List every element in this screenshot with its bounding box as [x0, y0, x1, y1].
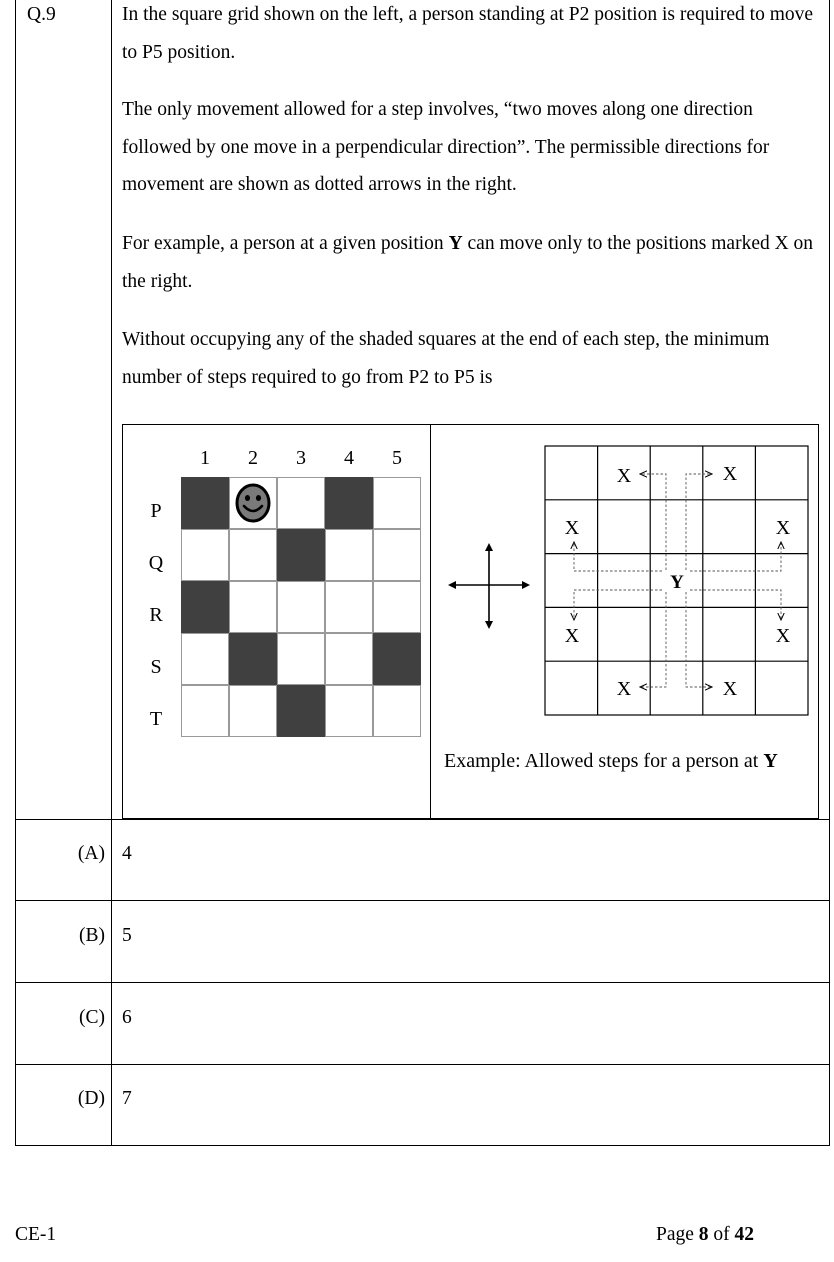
grid-cell-s3	[277, 633, 325, 685]
grid-cell-t2	[229, 685, 277, 737]
grid-cell-q2	[229, 529, 277, 581]
column-label-5: 5	[392, 447, 402, 469]
grid-cell-q4	[325, 529, 373, 581]
row-label-q: Q	[148, 552, 164, 574]
grid-cell-r1	[181, 581, 229, 633]
grid-cell-p1	[181, 477, 229, 529]
mark-x-left-lower: X	[564, 625, 580, 647]
grid-cell-p3	[277, 477, 325, 529]
row-divider-b	[15, 900, 830, 901]
row-label-s: S	[150, 656, 162, 678]
example-move-grid	[540, 440, 816, 724]
question-paragraph-1: In the square grid shown on the left, a person standing at P2 position is required to move to P5 position.	[122, 4, 814, 63]
question-number: Q.9	[27, 4, 56, 25]
smiley-face-icon	[235, 483, 271, 523]
direction-arrows-icon	[444, 540, 534, 632]
table-bottom-border	[15, 1145, 830, 1146]
page-prefix: Page	[656, 1224, 699, 1245]
grid-cell-s1	[181, 633, 229, 685]
page-of: of	[708, 1224, 735, 1245]
option-b-value: 5	[122, 925, 132, 946]
mark-x-top-left: X	[616, 465, 632, 487]
grid-cell-t1	[181, 685, 229, 737]
column-label-3: 3	[296, 447, 306, 469]
option-d-label[interactable]: (D)	[77, 1088, 105, 1109]
row-label-t: T	[149, 708, 163, 730]
option-d-value: 7	[122, 1088, 132, 1109]
table-left-border	[15, 0, 16, 1146]
grid-cell-s5	[373, 633, 421, 685]
grid-cell-p4	[325, 477, 373, 529]
grid-cell-r2	[229, 581, 277, 633]
caption-bold: Y	[763, 750, 778, 772]
mark-x-bottom-left: X	[616, 678, 632, 700]
row-divider-c	[15, 982, 830, 983]
mark-x-top-right: X	[722, 463, 738, 485]
example-caption	[444, 750, 778, 773]
grid-cell-s4	[325, 633, 373, 685]
figure-divider	[430, 424, 431, 819]
caption-text: Example: Allowed steps for a person at	[444, 750, 764, 772]
grid-cell-q5	[373, 529, 421, 581]
column-label-1: 1	[200, 447, 210, 469]
option-b-label[interactable]: (B)	[79, 925, 105, 946]
option-a-value: 4	[122, 843, 132, 864]
grid-cell-t5	[373, 685, 421, 737]
example-text-lead: For example, a person at a given position	[122, 233, 449, 254]
paper-code: CE-1	[15, 1224, 57, 1245]
grid-cell-r4	[325, 581, 373, 633]
mark-x-bottom-right: X	[722, 678, 738, 700]
page-total: 42	[734, 1224, 755, 1245]
row-label-p: P	[150, 500, 162, 522]
row-divider-a	[15, 819, 830, 820]
option-c-label[interactable]: (C)	[79, 1007, 105, 1028]
page-indicator	[656, 1224, 754, 1246]
example-text-tail: can move only to the positions marked X on the right.	[122, 233, 814, 292]
row-label-r: R	[149, 604, 163, 626]
grid-cell-q1	[181, 529, 229, 581]
row-divider-d	[15, 1064, 830, 1065]
option-c-value: 6	[122, 1007, 132, 1028]
question-paragraph-3	[122, 225, 822, 300]
table-right-border	[829, 0, 830, 1146]
grid-cell-r3	[277, 581, 325, 633]
mark-y-center: Y	[670, 572, 684, 593]
mark-x-left-upper: X	[564, 517, 580, 539]
option-a-label[interactable]: (A)	[77, 843, 105, 864]
grid-cell-p5	[373, 477, 421, 529]
grid-cell-q3	[277, 529, 325, 581]
grid-cell-t4	[325, 685, 373, 737]
column-label-2: 2	[248, 447, 258, 469]
grid-cell-s2	[229, 633, 277, 685]
table-column-divider	[111, 0, 112, 1146]
question-paragraph-2: The only movement allowed for a step involves, “two moves along one direction followed by one move in a perpendicular direction”. The permissible directions for movement are shown as dotted arrows in the right.	[122, 99, 770, 195]
page-number: 8	[698, 1224, 709, 1245]
grid-cell-t3	[277, 685, 325, 737]
example-text-bold: Y	[448, 233, 463, 254]
mark-x-right-lower: X	[775, 625, 791, 647]
question-paragraph-4: Without occupying any of the shaded squares at the end of each step, the minimum number of steps required to go from P2 to P5 is	[122, 329, 770, 388]
column-label-4: 4	[344, 447, 354, 469]
mark-x-right-upper: X	[775, 517, 791, 539]
grid-cell-r5	[373, 581, 421, 633]
